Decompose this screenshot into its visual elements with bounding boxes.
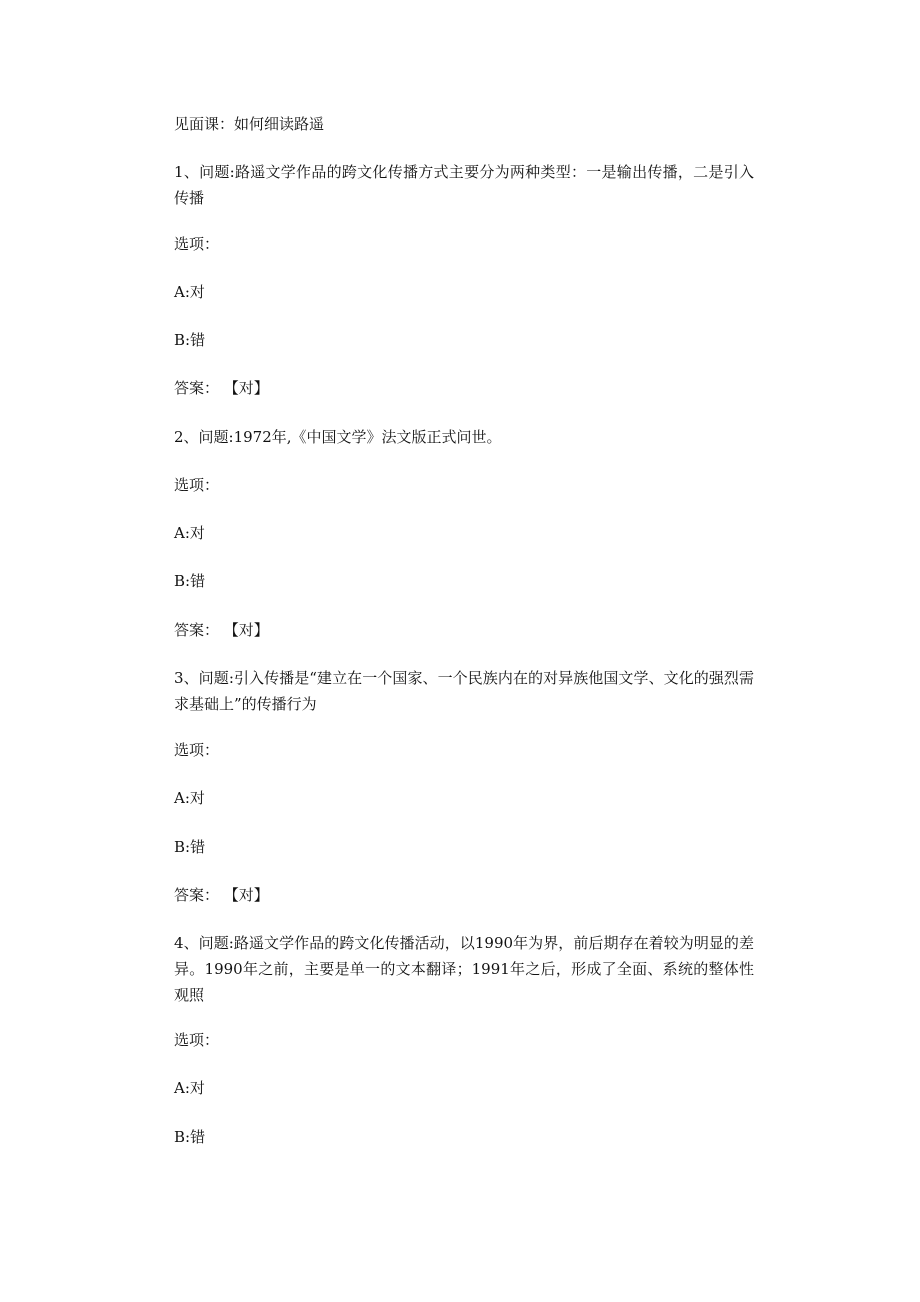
question-2-answer: 答案： 【对】 (174, 621, 269, 639)
document-title: 见面课：如何细读路遥 (174, 115, 325, 133)
question-2-option-a: A:对 (174, 524, 205, 542)
question-1-options-label: 选项： (174, 235, 220, 253)
question-1-option-a: A:对 (174, 283, 205, 301)
question-3-option-b: B:错 (174, 838, 206, 856)
question-3-option-a: A:对 (174, 789, 205, 807)
question-2-text: 2、问题:1972年,《中国文学》法文版正式问世。 (174, 428, 502, 446)
question-4-options-label: 选项： (174, 1031, 220, 1049)
question-3-text: 3、问题:引入传播是“建立在一个国家、一个民族内在的对异族他国文学、文化的强烈需求基础上”的传播行为 (174, 669, 754, 713)
question-4-option-a: A:对 (174, 1079, 205, 1097)
question-3-options-label: 选项： (174, 741, 220, 759)
question-2-options-label: 选项： (174, 476, 220, 494)
question-4-text: 4、问题:路遥文学作品的跨文化传播活动，以1990年为界，前后期存在着较为明显的差异。1990年之前，主要是单一的文本翻译；1991年之后，形成了全面、系统的整体性观照 (174, 934, 754, 1004)
question-4-option-b: B:错 (174, 1128, 206, 1146)
question-1-option-b: B:错 (174, 331, 206, 349)
question-1-answer: 答案： 【对】 (174, 379, 269, 397)
question-3-answer: 答案： 【对】 (174, 886, 269, 904)
question-1-text: 1、问题:路遥文学作品的跨文化传播方式主要分为两种类型：一是输出传播，二是引入传播 (174, 163, 754, 207)
question-2-option-b: B:错 (174, 572, 206, 590)
